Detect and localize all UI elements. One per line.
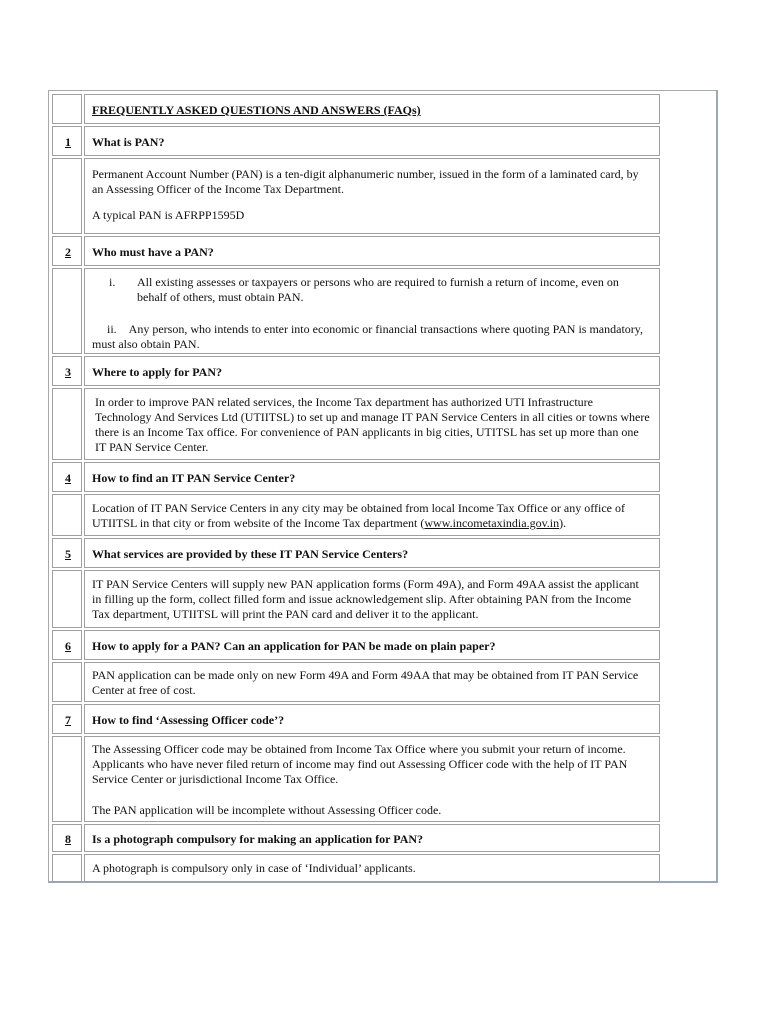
question-row-1 [52, 126, 660, 156]
question-cell [84, 236, 660, 266]
question-row-6 [52, 630, 660, 660]
answer-cell [84, 662, 660, 702]
title-cell [84, 94, 660, 124]
answer-number-cell [52, 268, 82, 354]
question-number-cell [52, 538, 82, 568]
answer-row-4 [52, 494, 660, 536]
question-cell [84, 356, 660, 386]
website-link[interactable]: www.incometaxindia.gov.in [424, 516, 560, 530]
question-number-cell [52, 356, 82, 386]
question-number-cell [52, 126, 82, 156]
answer-cell [84, 388, 660, 460]
question-number: 7 [65, 713, 71, 727]
faq-table [48, 90, 718, 883]
answer-paragraph: PAN application can be made only on new Form 49A and Form 49AA that may be obtained from IT PAN Service Center at free of cost. [92, 668, 639, 697]
answer-row-5 [52, 570, 660, 628]
answer-text [92, 275, 651, 352]
question-text: Who must have a PAN? [92, 245, 214, 259]
answer-text [92, 668, 651, 698]
list-item [92, 322, 651, 352]
answer-cell [84, 158, 660, 234]
question-number-cell [52, 704, 82, 734]
question-row-3 [52, 356, 660, 386]
list-item-text: Any person, who intends to enter into economic or financial transactions where quoting PAN is mandatory, must also obtain PAN. [92, 322, 644, 351]
question-cell [84, 462, 660, 492]
question-number-cell [52, 630, 82, 660]
question-row-2 [52, 236, 660, 266]
answer-paragraph [92, 501, 651, 531]
answer-number-cell [52, 662, 82, 702]
question-number: 8 [65, 832, 71, 846]
question-number-cell [52, 236, 82, 266]
question-row-7 [52, 704, 660, 734]
answer-row-2 [52, 268, 660, 354]
question-text: How to find ‘Assessing Officer code’? [92, 713, 285, 727]
question-number: 1 [65, 135, 71, 149]
question-number: 3 [65, 365, 71, 379]
answer-text [92, 861, 651, 876]
answer-number-cell [52, 388, 82, 460]
question-cell [84, 630, 660, 660]
answer-paragraph: IT PAN Service Centers will supply new PAN application forms (Form 49A), and Form 49AA assist the applicant in filling up the form, collect filled form and issue acknowledgement slip. After obtaining PAN from the Income Tax department, UTIITSL will print the PAN card and deliver it to the applicant. [92, 577, 639, 621]
answer-cell [84, 268, 660, 354]
answer-number-cell [52, 736, 82, 822]
question-row-5 [52, 538, 660, 568]
answer-number-cell [52, 494, 82, 536]
answer-paragraph: A photograph is compulsory only in case of ‘Individual’ applicants. [92, 861, 416, 875]
faq-table-body [50, 92, 658, 880]
question-cell [84, 704, 660, 734]
answer-paragraph: Permanent Account Number (PAN) is a ten-digit alphanumeric number, issued in the form of a laminated card, by an Assessing Officer of the Income Tax Department. [92, 167, 639, 196]
question-number-cell [52, 824, 82, 852]
question-cell [84, 824, 660, 852]
question-number: 6 [65, 639, 71, 653]
question-row-8 [52, 824, 660, 852]
list-item [92, 275, 651, 305]
question-text: What services are provided by these IT PAN Service Centers? [92, 547, 409, 561]
question-number: 5 [65, 547, 71, 561]
question-text: How to apply for a PAN? Can an application for PAN be made on plain paper? [92, 639, 496, 653]
question-number: 4 [65, 471, 71, 485]
answer-paragraph: The Assessing Officer code may be obtained from Income Tax Office where you submit your return of income. Applicants who have never filed return of income may find out Assessing Officer code with the help of IT PAN Service Center or jurisdictional Income Tax Office. [92, 742, 628, 786]
answer-paragraph: In order to improve PAN related services, the Income Tax department has authorized UTI Infrastructure Technology And Services Ltd (UTIITSL) to set up and manage IT PAN Service Centers in all cities or towns where there is an Income Tax office. For convenience of PAN applicants in big cities, UTITSL has set up more than one IT PAN Service Center. [95, 395, 650, 454]
question-number: 2 [65, 245, 71, 259]
question-cell [84, 538, 660, 568]
question-text: How to find an IT PAN Service Center? [92, 471, 296, 485]
answer-row-8 [52, 854, 660, 882]
answer-number-cell [52, 158, 82, 234]
answer-row-1 [52, 158, 660, 234]
answer-cell [84, 736, 660, 822]
question-row-4 [52, 462, 660, 492]
answer-number-cell [52, 570, 82, 628]
list-item-text: All existing assesses or taxpayers or persons who are required to furnish a return of income, even on behalf of others, must obtain PAN. [137, 275, 619, 304]
list-item-number: ii. [107, 322, 117, 336]
list-item-number: i. [109, 275, 116, 289]
answer-cell [84, 494, 660, 536]
answer-text [92, 577, 651, 622]
title-num-cell [52, 94, 82, 124]
answer-number-cell [52, 854, 82, 882]
answer-text [92, 501, 651, 531]
answer-row-7 [52, 736, 660, 822]
answer-text [92, 167, 651, 223]
question-cell [84, 126, 660, 156]
page-title: FREQUENTLY ASKED QUESTIONS AND ANSWERS (FAQs) [92, 103, 421, 117]
answer-row-6 [52, 662, 660, 702]
question-text: Where to apply for PAN? [92, 365, 222, 379]
answer-text-before: Location of IT PAN Service Centers in any city may be obtained from local Income Tax Office or any office of UTIITSL in that city or from website of the Income Tax department ( [92, 501, 625, 530]
question-number-cell [52, 462, 82, 492]
answer-row-3 [52, 388, 660, 460]
question-text: Is a photograph compulsory for making an application for PAN? [92, 832, 424, 846]
question-text: What is PAN? [92, 135, 165, 149]
answer-paragraph: The PAN application will be incomplete without Assessing Officer code. [92, 803, 442, 817]
answer-cell [84, 570, 660, 628]
answer-text [95, 395, 651, 455]
answer-cell [84, 854, 660, 882]
title-row [52, 94, 660, 124]
answer-paragraph: A typical PAN is AFRPP1595D [92, 208, 245, 222]
answer-text-after: ). [559, 516, 567, 530]
answer-text [92, 742, 651, 818]
